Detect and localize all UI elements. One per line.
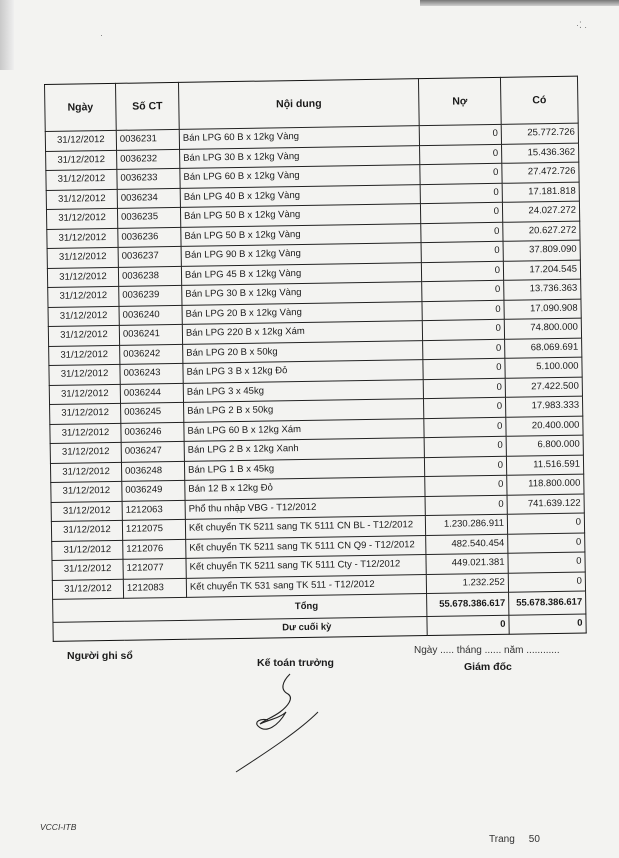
handwritten-signature bbox=[230, 668, 340, 776]
cell-debit: 1.230.286.911 bbox=[425, 514, 507, 535]
total-credit: 55.678.386.617 bbox=[509, 591, 586, 615]
cell-credit: 68.069.691 bbox=[505, 338, 582, 359]
cell-date: 31/12/2012 bbox=[50, 442, 121, 463]
cell-credit: 0 bbox=[508, 572, 585, 593]
cell-credit: 74.800.000 bbox=[504, 318, 581, 339]
cell-debit: 0 bbox=[419, 124, 501, 145]
cell-description: Bán LPG 2 B x 50kg bbox=[184, 399, 424, 422]
cell-description: Bán LPG 50 B x 12kg Vàng bbox=[181, 223, 421, 246]
cell-debit: 0 bbox=[424, 456, 506, 477]
cell-description: Bán 12 B x 12kg Đỏ bbox=[185, 477, 425, 500]
total-label: Tổng bbox=[187, 594, 427, 621]
cell-credit: 0 bbox=[508, 533, 585, 554]
cell-credit: 17.204.545 bbox=[503, 260, 580, 281]
cell-debit: 0 bbox=[422, 319, 504, 340]
cell-doc-no: 0036246 bbox=[121, 422, 184, 442]
date-line: Ngày ..... tháng ...... năm ............ bbox=[414, 645, 560, 656]
cell-doc-no: 1212083 bbox=[123, 578, 186, 598]
footer-page bbox=[489, 834, 540, 845]
cell-doc-no: 0036240 bbox=[119, 305, 182, 325]
cell-date: 31/12/2012 bbox=[51, 481, 122, 502]
cell-credit: 741.639.122 bbox=[507, 494, 584, 515]
cell-description: Bán LPG 3 x 45kg bbox=[183, 379, 423, 402]
cell-date: 31/12/2012 bbox=[52, 559, 123, 580]
page-number: 50 bbox=[528, 834, 540, 845]
cell-credit: 118.800.000 bbox=[507, 474, 584, 495]
cell-date: 31/12/2012 bbox=[47, 267, 118, 288]
cell-description: Kết chuyển TK 5211 sang TK 5111 CN BL - T12/2012 bbox=[185, 516, 425, 539]
cell-doc-no: 0036234 bbox=[117, 188, 180, 208]
cell-debit: 0 bbox=[424, 436, 506, 457]
cell-description: Kết chuyển TK 531 sang TK 511 - T12/2012 bbox=[186, 574, 426, 597]
cell-description: Bán LPG 30 B x 12kg Vàng bbox=[180, 145, 420, 168]
cell-credit: 11.516.591 bbox=[506, 455, 583, 476]
cell-doc-no: 0036236 bbox=[118, 227, 181, 247]
cell-credit: 20.400.000 bbox=[506, 416, 583, 437]
cell-date: 31/12/2012 bbox=[48, 306, 119, 327]
cell-date: 31/12/2012 bbox=[46, 189, 117, 210]
cell-credit: 17.181.818 bbox=[502, 182, 579, 203]
cell-credit: 6.800.000 bbox=[506, 435, 583, 456]
cell-doc-no: 1212075 bbox=[122, 519, 185, 539]
cell-date: 31/12/2012 bbox=[48, 325, 119, 346]
cell-credit: 13.736.363 bbox=[504, 279, 581, 300]
cell-credit: 25.772.726 bbox=[501, 123, 578, 144]
cell-debit: 1.232.252 bbox=[426, 573, 508, 594]
cell-description: Kết chuyển TK 5211 sang TK 5111 Cty - T12/2012 bbox=[186, 555, 426, 578]
cell-description: Bán LPG 1 B x 45kg bbox=[184, 457, 424, 480]
cell-description: Bán LPG 60 B x 12kg Vàng bbox=[180, 165, 420, 188]
cell-doc-no: 0036245 bbox=[121, 402, 184, 422]
cell-credit: 20.627.272 bbox=[503, 221, 580, 242]
cell-credit: 37.809.090 bbox=[503, 240, 580, 261]
cell-doc-no: 1212077 bbox=[123, 558, 186, 578]
cell-credit: 0 bbox=[508, 552, 585, 573]
page-label: Trang bbox=[489, 834, 515, 845]
cell-credit: 17.090.908 bbox=[504, 299, 581, 320]
ledger-body bbox=[45, 123, 586, 641]
ending-balance-debit: 0 bbox=[427, 615, 509, 635]
cell-credit: 0 bbox=[507, 513, 584, 534]
cell-description: Bán LPG 45 B x 12kg Vàng bbox=[181, 262, 421, 285]
cell-description: Phổ thu nhập VBG - T12/2012 bbox=[185, 496, 425, 519]
cell-date: 31/12/2012 bbox=[50, 403, 121, 424]
header-doc-no: Số CT bbox=[115, 82, 179, 130]
cell-doc-no: 1212076 bbox=[123, 539, 186, 559]
cell-date: 31/12/2012 bbox=[46, 150, 117, 171]
total-blank bbox=[53, 597, 187, 622]
cell-debit: 0 bbox=[422, 300, 504, 321]
cell-description: Bán LPG 40 B x 12kg Vàng bbox=[180, 184, 420, 207]
cell-debit: 0 bbox=[420, 144, 502, 165]
cell-doc-no: 0036231 bbox=[116, 129, 179, 149]
cell-debit: 0 bbox=[425, 475, 507, 496]
cell-doc-no: 0036248 bbox=[121, 461, 184, 481]
cell-description: Bán LPG 60 B x 12kg Vàng bbox=[179, 126, 419, 149]
cell-description: Bán LPG 90 B x 12kg Vàng bbox=[181, 243, 421, 266]
cell-description: Bán LPG 20 B x 50kg bbox=[183, 340, 423, 363]
cell-description: Bán LPG 220 B x 12kg Xám bbox=[182, 321, 422, 344]
cell-doc-no: 0036238 bbox=[118, 266, 181, 286]
cell-date: 31/12/2012 bbox=[49, 345, 120, 366]
bookkeeper-label: Người ghi sổ bbox=[67, 650, 133, 662]
chief-accountant-label: Kế toán trưởng bbox=[257, 657, 334, 669]
cell-description: Bán LPG 50 B x 12kg Vàng bbox=[180, 204, 420, 227]
scan-speck: · bbox=[100, 30, 103, 40]
cell-debit: 449.021.381 bbox=[426, 553, 508, 574]
cell-date: 31/12/2012 bbox=[52, 540, 123, 561]
cell-doc-no: 0036233 bbox=[117, 168, 180, 188]
cell-doc-no: 0036241 bbox=[119, 324, 182, 344]
cell-doc-no: 0036243 bbox=[120, 363, 183, 383]
cell-debit: 0 bbox=[420, 163, 502, 184]
director-label: Giám đốc bbox=[464, 661, 512, 673]
cell-debit: 0 bbox=[421, 222, 503, 243]
table-header-row bbox=[45, 76, 579, 131]
cell-credit: 27.472.726 bbox=[502, 162, 579, 183]
cell-debit: 0 bbox=[422, 280, 504, 301]
cell-description: Bán LPG 2 B x 12kg Xanh bbox=[184, 438, 424, 461]
ending-balance-label: Dư cuối kỳ bbox=[187, 617, 427, 640]
cell-doc-no: 0036237 bbox=[118, 246, 181, 266]
total-debit: 55.678.386.617 bbox=[427, 592, 509, 616]
ending-balance-credit: 0 bbox=[509, 614, 586, 634]
scan-speck: ·⁚ . bbox=[576, 20, 587, 30]
cell-debit: 0 bbox=[423, 378, 505, 399]
cell-debit: 0 bbox=[425, 495, 507, 516]
cell-debit: 0 bbox=[423, 339, 505, 360]
cell-debit: 0 bbox=[424, 417, 506, 438]
scan-edge-left bbox=[0, 0, 14, 70]
cell-doc-no: 0036232 bbox=[117, 149, 180, 169]
header-description: Nội dung bbox=[178, 79, 419, 130]
cell-doc-no: 1212063 bbox=[122, 500, 185, 520]
cell-description: Kết chuyển TK 5211 sang TK 5111 CN Q9 - T12/2012 bbox=[186, 535, 426, 558]
cell-date: 31/12/2012 bbox=[46, 208, 117, 229]
cell-debit: 0 bbox=[420, 202, 502, 223]
cell-credit: 27.422.500 bbox=[505, 377, 582, 398]
cell-debit: 0 bbox=[421, 261, 503, 282]
cell-description: Bán LPG 60 B x 12kg Xám bbox=[184, 418, 424, 441]
scan-edge-top bbox=[420, 0, 619, 6]
cell-date: 31/12/2012 bbox=[50, 462, 121, 483]
header-credit: Có bbox=[500, 76, 578, 124]
cell-date: 31/12/2012 bbox=[51, 520, 122, 541]
cell-date: 31/12/2012 bbox=[49, 364, 120, 385]
cell-doc-no: 0036242 bbox=[120, 344, 183, 364]
cell-date: 31/12/2012 bbox=[45, 130, 116, 151]
cell-date: 31/12/2012 bbox=[51, 501, 122, 522]
cell-date: 31/12/2012 bbox=[49, 384, 120, 405]
ledger-table bbox=[44, 76, 587, 642]
cell-credit: 5.100.000 bbox=[505, 357, 582, 378]
ledger-table-wrapper bbox=[44, 76, 583, 642]
balance-blank bbox=[53, 620, 187, 641]
cell-doc-no: 0036247 bbox=[121, 441, 184, 461]
cell-date: 31/12/2012 bbox=[46, 169, 117, 190]
cell-debit: 0 bbox=[423, 397, 505, 418]
cell-credit: 24.027.272 bbox=[502, 201, 579, 222]
header-debit: Nợ bbox=[418, 77, 501, 125]
cell-doc-no: 0036249 bbox=[122, 480, 185, 500]
cell-date: 31/12/2012 bbox=[50, 423, 121, 444]
cell-date: 31/12/2012 bbox=[47, 247, 118, 268]
cell-description: Bán LPG 30 B x 12kg Vàng bbox=[182, 282, 422, 305]
cell-doc-no: 0036244 bbox=[120, 383, 183, 403]
cell-date: 31/12/2012 bbox=[52, 579, 123, 600]
cell-description: Bán LPG 20 B x 12kg Vàng bbox=[182, 301, 422, 324]
cell-debit: 0 bbox=[421, 241, 503, 262]
header-date: Ngày bbox=[45, 83, 117, 131]
cell-date: 31/12/2012 bbox=[48, 286, 119, 307]
cell-doc-no: 0036239 bbox=[119, 285, 182, 305]
cell-date: 31/12/2012 bbox=[47, 228, 118, 249]
footer-org: VCCI-ITB bbox=[40, 822, 77, 832]
cell-credit: 17.983.333 bbox=[505, 396, 582, 417]
cell-debit: 0 bbox=[423, 358, 505, 379]
cell-debit: 0 bbox=[420, 183, 502, 204]
cell-credit: 15.436.362 bbox=[501, 143, 578, 164]
cell-doc-no: 0036235 bbox=[117, 207, 180, 227]
cell-description: Bán LPG 3 B x 12kg Đỏ bbox=[183, 360, 423, 383]
cell-debit: 482.540.454 bbox=[426, 534, 508, 555]
